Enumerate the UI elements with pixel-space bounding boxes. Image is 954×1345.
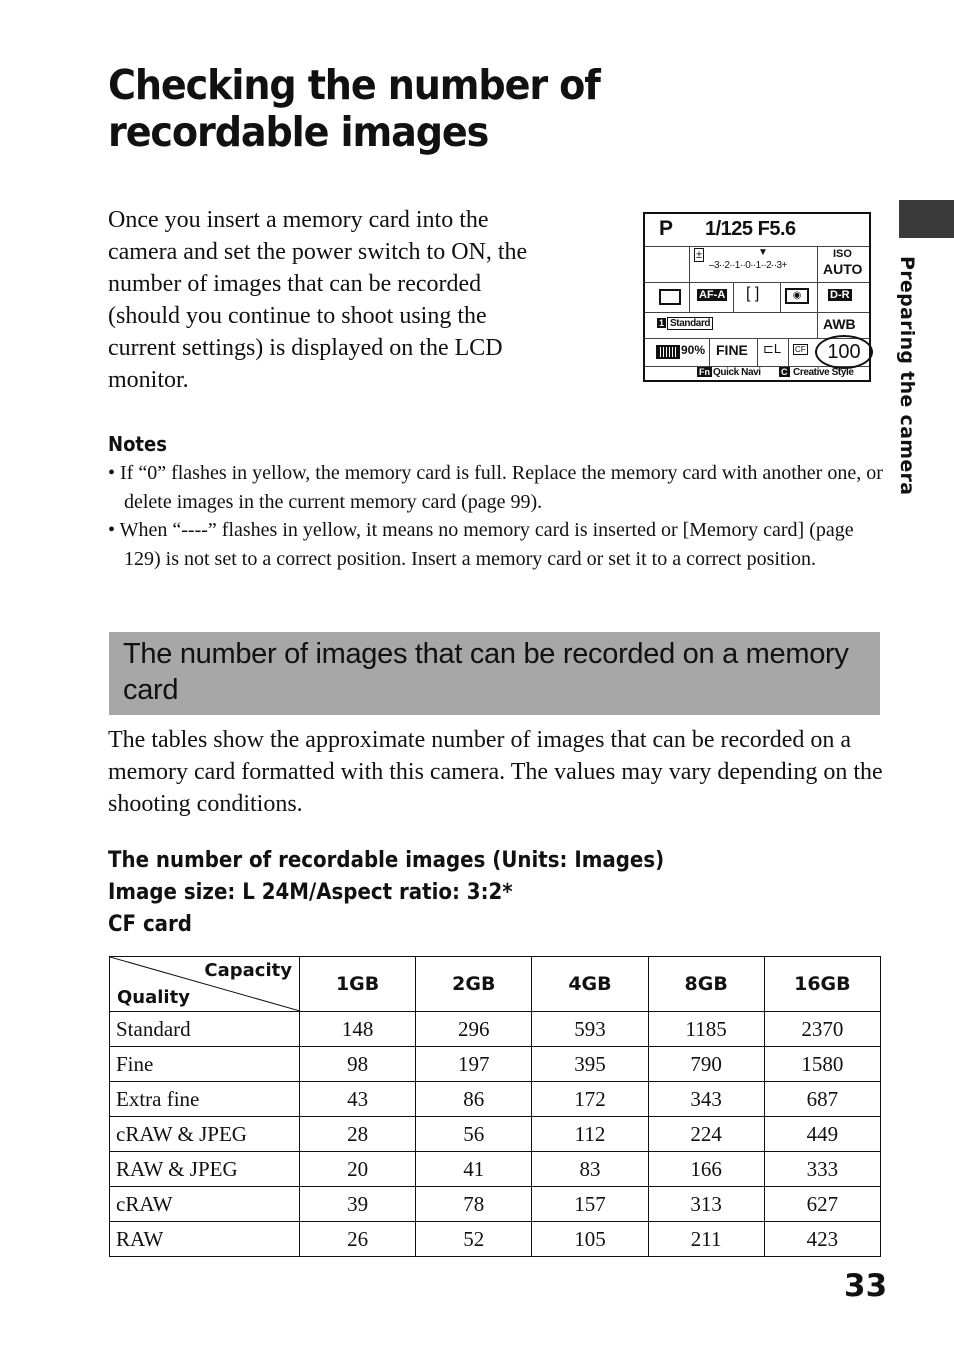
notes-heading: Notes [108,432,167,456]
drive-mode-icon [659,289,681,305]
value-cell: 449 [764,1117,880,1152]
value-cell: 211 [648,1222,764,1257]
value-cell: 593 [532,1012,648,1047]
value-cell: 148 [300,1012,416,1047]
lcd-row-af [645,282,869,313]
value-cell: 52 [416,1222,532,1257]
value-cell: 197 [416,1047,532,1082]
lcd-style: Standard [667,317,713,330]
value-cell: 296 [416,1012,532,1047]
value-cell: 83 [532,1152,648,1187]
quality-cell: cRAW [110,1187,300,1222]
af-area-icon: [ ] [746,285,760,302]
value-cell: 224 [648,1117,764,1152]
lcd-count: 100 [815,335,873,369]
value-cell: 28 [300,1117,416,1152]
column-header: 8GB [648,957,764,1012]
exposure-compensation-icon: ± [696,249,703,261]
column-header: 4GB [532,957,648,1012]
lcd-quick-navi: Quick Navi [713,367,761,378]
image-size-icon: ⊏L [763,341,782,356]
lcd-wb: AWB [823,316,856,332]
value-cell: 78 [416,1187,532,1222]
table-row [110,1082,881,1117]
value-cell: 41 [416,1152,532,1187]
lcd-creative-style: Creative Style [793,367,854,378]
table-row [110,1187,881,1222]
lcd-battery: 90% [681,343,706,357]
intro-paragraph: Once you insert a memory card into the camera and set the power switch to ON, the number of images that can be recorded (should you continue to shoot using the current settings) is displayed on the LCD monitor. [108,207,528,393]
value-cell: 343 [648,1082,764,1117]
lcd-row-compensation [645,246,869,283]
lcd-af-mode: AF-A [699,289,726,301]
note-item: • When “----” flashes in yellow, it means no memory card is inserted or [Memory card] (page 129) is not set to a correct position. Insert a memory card or set it to a correct position. [108,519,854,570]
table-body [110,1012,881,1257]
lcd-dro: D-R [830,289,850,301]
value-cell: 333 [764,1152,880,1187]
table-corner-cell [110,957,300,1012]
table-row [110,1012,881,1047]
table-title-line: The number of recordable images (Units: Images) [108,848,665,873]
lcd-style-number: 1 [659,318,665,328]
quality-cell: Standard [110,1012,300,1047]
lcd-iso-label: ISO [833,248,852,260]
value-cell: 313 [648,1187,764,1222]
quality-cell: cRAW & JPEG [110,1117,300,1152]
lcd-monitor-illustration [643,212,871,382]
lcd-exposure-scale: –3··2··1··0··1··2··3+ [709,260,787,271]
table-row [110,1047,881,1082]
section-heading-banner: The number of images that can be recorded on a memory card [109,632,880,715]
lcd-quality: FINE [716,342,748,358]
column-header: 1GB [300,957,416,1012]
lcd-mode: P [659,217,674,240]
quality-cell: Extra fine [110,1082,300,1117]
column-header: 2GB [416,957,532,1012]
quality-cell: RAW [110,1222,300,1257]
table-image-size-line: Image size: L 24M/Aspect ratio: 3:2* [108,880,513,905]
table-row [110,1152,881,1187]
value-cell: 56 [416,1117,532,1152]
value-cell: 112 [532,1117,648,1152]
value-cell: 105 [532,1222,648,1257]
note-item: • If “0” flashes in yellow, the memory card is full. Replace the memory card with another one, or delete images in the current memory card (page 99). [108,462,883,513]
section-paragraph: The tables show the approximate number of images that can be recorded on a memory card formatted with this camera. The values may vary depending on the shooting conditions. [108,727,883,817]
value-cell: 423 [764,1222,880,1257]
page-title: Checking the number of recordable images [108,61,600,156]
value-cell: 43 [300,1082,416,1117]
section-tab-marker [899,200,954,238]
lcd-c-key: C [781,367,788,377]
lcd-fn-key: Fn [699,367,710,377]
value-cell: 627 [764,1187,880,1222]
side-section-label: Preparing the camera [896,256,918,496]
quality-cell: Fine [110,1047,300,1082]
value-cell: 157 [532,1187,648,1222]
recordable-images-table [109,956,881,1257]
value-cell: 2370 [764,1012,880,1047]
value-cell: 98 [300,1047,416,1082]
value-cell: 395 [532,1047,648,1082]
lcd-card: CF [795,345,806,354]
quality-cell: RAW & JPEG [110,1152,300,1187]
value-cell: 26 [300,1222,416,1257]
page-number: 33 [844,1268,888,1304]
lcd-row-nav [645,366,869,382]
scale-pointer-icon: ▼ [758,247,768,258]
table-card-type-line: CF card [108,912,192,937]
value-cell: 1580 [764,1047,880,1082]
value-cell: 1185 [648,1012,764,1047]
battery-icon [656,345,680,359]
lcd-exposure: 1/125 F5.6 [705,218,796,240]
value-cell: 86 [416,1082,532,1117]
value-cell: 687 [764,1082,880,1117]
column-header: 16GB [764,957,880,1012]
metering-mode-icon: ◉ [785,288,809,304]
value-cell: 20 [300,1152,416,1187]
value-cell: 166 [648,1152,764,1187]
value-cell: 39 [300,1187,416,1222]
table-row [110,1222,881,1257]
table-header-row [110,957,881,1012]
value-cell: 172 [532,1082,648,1117]
lcd-iso-value: AUTO [823,261,863,277]
value-cell: 790 [648,1047,764,1082]
lcd-row-quality [645,338,869,367]
quality-label: Quality [117,987,190,1008]
lcd-row-exposure [645,214,869,247]
table-row [110,1117,881,1152]
capacity-label: Capacity [204,960,292,981]
